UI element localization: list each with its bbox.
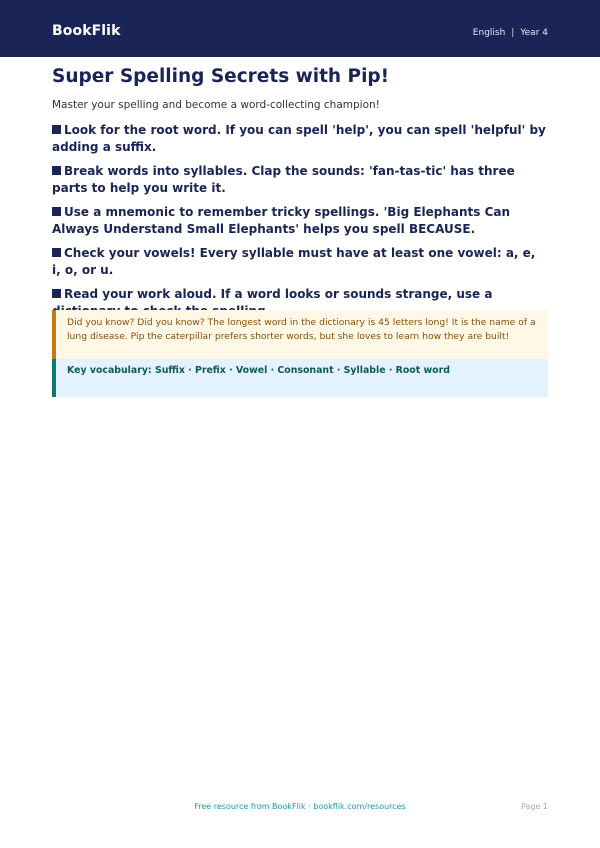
page-number: Page 1	[521, 802, 548, 811]
page-header	[0, 0, 600, 57]
tip-item	[52, 163, 548, 197]
resource-link[interactable]: Free resource from BookFlik · bookflik.com/resources	[194, 802, 406, 811]
tip-item	[52, 122, 548, 156]
key-vocabulary-text: Key vocabulary: Suffix · Prefix · Vowel · Consonant · Syllable · Root word	[67, 365, 450, 376]
tip-item	[52, 245, 548, 279]
square-bullet-icon	[52, 166, 61, 175]
brand-logo[interactable]: BookFlik	[52, 23, 121, 39]
tip-text: Check your vowels! Every syllable must have at least one vowel: a, e, i, o, or u.	[52, 246, 536, 277]
tips-list	[52, 122, 548, 327]
fun-fact-box	[52, 310, 548, 359]
subject-label: English	[472, 28, 506, 38]
square-bullet-icon	[52, 207, 61, 216]
year-label: Year 4	[520, 28, 548, 38]
square-bullet-icon	[52, 289, 61, 298]
tip-text: Read your work aloud. If a word looks or sounds strange, use a	[64, 287, 493, 301]
page-title: Super Spelling Secrets with Pip!	[52, 66, 390, 87]
intro-text: Master your spelling and become a word-collecting champion!	[52, 99, 380, 111]
square-bullet-icon	[52, 125, 61, 134]
tip-text: Look for the root word. If you can spell 'help', you can spell 'helpful' by adding a suffix.	[52, 123, 546, 154]
header-meta	[473, 28, 548, 38]
key-vocabulary-box	[52, 359, 548, 397]
fun-fact-text: Did you know? Did you know? The longest word in the dictionary is 45 letters long! It is the name of a lung disease. Pip the caterpillar prefers shorter words, but she loves to learn how they are built!	[67, 317, 536, 342]
tip-item	[52, 204, 548, 238]
tip-text: Break words into syllables. Clap the sounds: 'fan-tas-tic' has three parts to help you write it.	[52, 164, 515, 195]
tip-text: Use a mnemonic to remember tricky spellings. 'Big Elephants Can Always Understand Small Elephants' helps you spell BECAUSE.	[52, 205, 511, 236]
meta-separator: |	[511, 28, 515, 38]
square-bullet-icon	[52, 248, 61, 257]
